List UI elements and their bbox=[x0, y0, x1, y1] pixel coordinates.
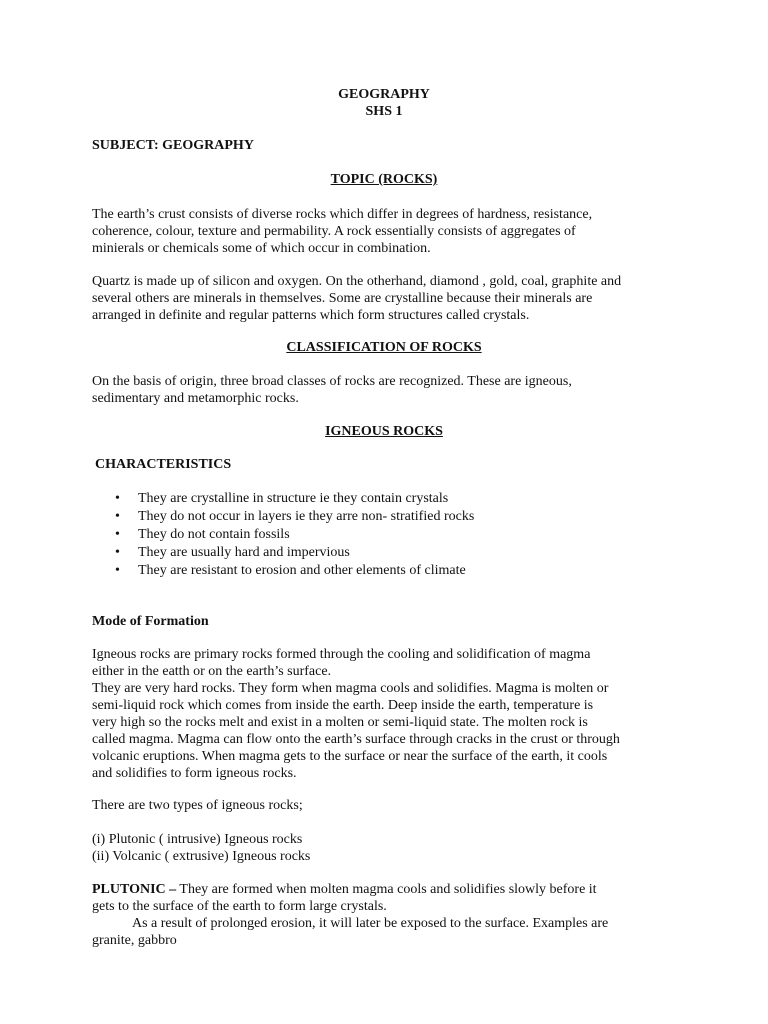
igneous-heading bbox=[0, 423, 768, 440]
text-line: minierals or chemicals some of which occur in combination. bbox=[92, 241, 431, 256]
text-line bbox=[92, 915, 692, 932]
list-item bbox=[92, 562, 692, 580]
list-item bbox=[92, 526, 692, 544]
list-item-text: They are usually hard and impervious bbox=[138, 545, 350, 560]
document-subtitle: SHS 1 bbox=[365, 104, 403, 119]
bullet-icon: • bbox=[115, 491, 120, 506]
intro-paragraph-1 bbox=[92, 206, 692, 257]
text-line: coherence, colour, texture and permability. A rock essentially consists of aggregates of bbox=[92, 224, 576, 239]
document-title: GEOGRAPHY bbox=[338, 87, 430, 102]
list-item bbox=[92, 490, 692, 508]
classification-paragraph bbox=[92, 373, 692, 407]
mode-of-formation-heading: Mode of Formation bbox=[92, 614, 209, 629]
text-line: They are very hard rocks. They form when magma cools and solidifies. Magma is molten or bbox=[92, 681, 609, 696]
text-line: called magma. Magma can flow onto the earth’s surface through cracks in the crust or through bbox=[92, 732, 620, 747]
text-line: Quartz is made up of silicon and oxygen. On the otherhand, diamond , gold, coal, graphite and bbox=[92, 274, 622, 289]
mode-of-formation-paragraph bbox=[92, 646, 692, 782]
list-item bbox=[92, 508, 692, 526]
bullet-icon: • bbox=[115, 563, 120, 578]
text-line: several others are minerals in themselves. Some are crystalline because their minerals are bbox=[92, 291, 593, 306]
characteristics-heading: CHARACTERISTICS bbox=[95, 457, 232, 472]
type-item: (ii) Volcanic ( extrusive) Igneous rocks bbox=[92, 849, 311, 864]
characteristics-list bbox=[92, 490, 692, 580]
types-intro: There are two types of igneous rocks; bbox=[92, 798, 303, 813]
plutonic-paragraph bbox=[92, 881, 692, 949]
text-line: very high so the rocks melt and exist in a molten or semi-liquid state. The molten rock is bbox=[92, 715, 588, 730]
topic-heading-text: TOPIC (ROCKS) bbox=[330, 172, 438, 187]
text-line: sedimentary and metamorphic rocks. bbox=[92, 391, 299, 406]
text-line: gets to the surface of the earth to form large crystals. bbox=[92, 899, 387, 914]
classification-heading-text: CLASSIFICATION OF ROCKS bbox=[286, 340, 482, 355]
list-item-text: They do not contain fossils bbox=[138, 527, 290, 542]
text-line: The earth’s crust consists of diverse rocks which differ in degrees of hardness, resistance, bbox=[92, 207, 593, 222]
list-item-text: They are crystalline in structure ie they contain crystals bbox=[138, 491, 449, 506]
bullet-icon: • bbox=[115, 545, 120, 560]
text-line: volcanic eruptions. When magma gets to the surface or near the surface of the earth, it cools bbox=[92, 749, 608, 764]
text-line: semi-liquid rock which comes from inside the earth. Deep inside the earth, temperature is bbox=[92, 698, 594, 713]
topic-heading bbox=[0, 171, 768, 188]
text-line: On the basis of origin, three broad classes of rocks are recognized. These are igneous, bbox=[92, 374, 572, 389]
igneous-heading-text: IGNEOUS ROCKS bbox=[325, 424, 443, 439]
subject-line: SUBJECT: GEOGRAPHY bbox=[92, 138, 254, 153]
types-list bbox=[92, 831, 692, 865]
text-line: and solidifies to form igneous rocks. bbox=[92, 766, 297, 781]
list-item-text: They are resistant to erosion and other elements of climate bbox=[138, 563, 466, 578]
bullet-icon: • bbox=[115, 509, 120, 524]
bullet-icon: • bbox=[115, 527, 120, 542]
text-line: arranged in definite and regular patterns which form structures called crystals. bbox=[92, 308, 530, 323]
list-item bbox=[92, 544, 692, 562]
plutonic-text: They are formed when molten magma cools and solidifies slowly before it bbox=[176, 882, 597, 897]
list-item-text: They do not occur in layers ie they arre non- stratified rocks bbox=[138, 509, 475, 524]
intro-paragraph-2 bbox=[92, 273, 692, 324]
type-item: (i) Plutonic ( intrusive) Igneous rocks bbox=[92, 832, 303, 847]
text-line: granite, gabbro bbox=[92, 933, 177, 948]
classification-heading bbox=[0, 339, 768, 356]
text-line bbox=[92, 881, 692, 898]
plutonic-label: PLUTONIC – bbox=[92, 882, 177, 897]
text-line: either in the eatth or on the earth’s surface. bbox=[92, 664, 332, 679]
text-line: Igneous rocks are primary rocks formed through the cooling and solidification of magma bbox=[92, 647, 591, 662]
plutonic-text: As a result of prolonged erosion, it will later be exposed to the surface. Examples are bbox=[132, 916, 609, 931]
